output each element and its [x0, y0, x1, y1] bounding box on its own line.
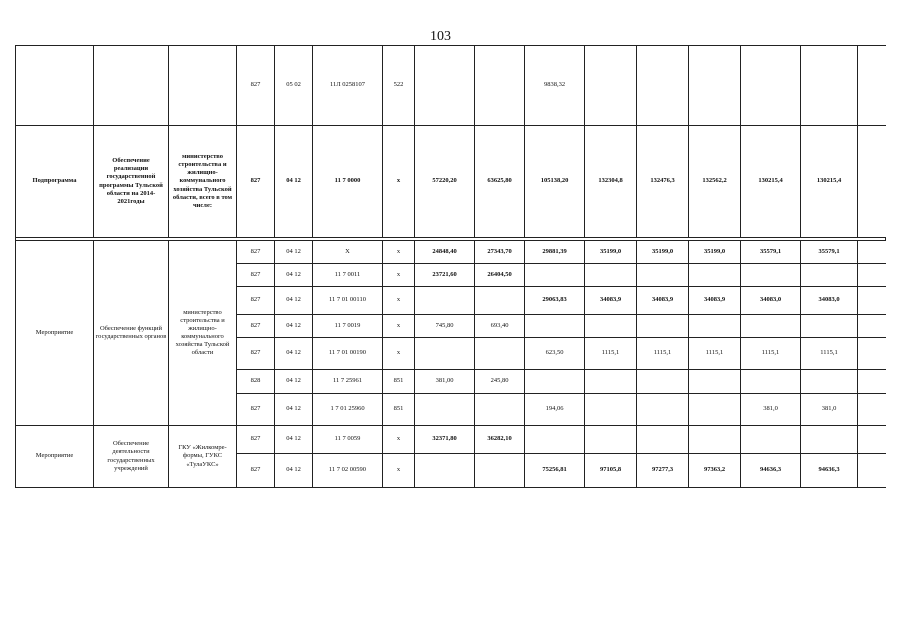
value-cell: 623,50 [525, 338, 585, 370]
value-cell [637, 315, 689, 338]
value-cell [637, 370, 689, 394]
grbs-cell: 827 [237, 394, 275, 426]
value-cell: 97363,2 [689, 454, 741, 488]
value-cell: 34083,9 [689, 287, 741, 315]
value-cell [585, 264, 637, 287]
rz-cell: 04 12 [275, 426, 313, 454]
value-cell: 34083,9 [585, 287, 637, 315]
csr-cell: 11 7 25961 [313, 370, 383, 394]
budget-table [15, 45, 886, 488]
csr-cell: 11 7 01 00110 [313, 287, 383, 315]
value-cell [689, 370, 741, 394]
table-row [16, 426, 886, 454]
value-cell [801, 46, 858, 126]
value-cell: 35579,1 [741, 241, 801, 264]
value-cell: 35199,0 [585, 241, 637, 264]
value-cell: 29063,83 [525, 287, 585, 315]
vr-cell: х [383, 454, 415, 488]
value-cell: 1115,1 [637, 338, 689, 370]
grbs-cell: 827 [237, 241, 275, 264]
value-cell [475, 454, 525, 488]
value-cell [525, 315, 585, 338]
value-cell [689, 264, 741, 287]
value-cell [585, 315, 637, 338]
rz-cell: 04 12 [275, 264, 313, 287]
value-cell: 1115,1 [689, 338, 741, 370]
value-cell: 63625,80 [475, 126, 525, 238]
value-cell: 32371,80 [415, 426, 475, 454]
value-cell [415, 454, 475, 488]
value-cell [525, 370, 585, 394]
vr-cell: х [383, 315, 415, 338]
value-cell: 26404,50 [475, 264, 525, 287]
value-cell: 1115,1 [801, 338, 858, 370]
page-number: 103 [430, 29, 451, 44]
value-cell [801, 264, 858, 287]
value-cell [858, 126, 886, 238]
value-cell: 35199,0 [637, 241, 689, 264]
csr-cell: 11 7 02 00590 [313, 454, 383, 488]
name-cell [94, 46, 169, 126]
value-cell: 132562,2 [689, 126, 741, 238]
value-cell [525, 264, 585, 287]
value-cell [637, 264, 689, 287]
csr-cell: 11 7 0019 [313, 315, 383, 338]
csr-cell: 11 7 01 00190 [313, 338, 383, 370]
value-cell: 97277,3 [637, 454, 689, 488]
value-cell: 34083,0 [741, 287, 801, 315]
value-cell: 24848,40 [415, 241, 475, 264]
value-cell [689, 394, 741, 426]
value-cell: 34083,9 [637, 287, 689, 315]
value-cell [858, 241, 886, 264]
value-cell [801, 370, 858, 394]
value-cell: 381,0 [801, 394, 858, 426]
value-cell: 97105,8 [585, 454, 637, 488]
value-cell: 132304,8 [585, 126, 637, 238]
rz-cell: 05 02 [275, 46, 313, 126]
rz-cell: 04 12 [275, 370, 313, 394]
value-cell [475, 338, 525, 370]
value-cell [858, 315, 886, 338]
rz-cell: 04 12 [275, 338, 313, 370]
value-cell: 75256,81 [525, 454, 585, 488]
value-cell [415, 46, 475, 126]
value-cell: 132476,3 [637, 126, 689, 238]
value-cell [741, 370, 801, 394]
value-cell [475, 287, 525, 315]
value-cell [689, 46, 741, 126]
grbs-cell: 827 [237, 287, 275, 315]
vr-cell: 851 [383, 370, 415, 394]
grbs-cell: 827 [237, 264, 275, 287]
value-cell [415, 394, 475, 426]
value-cell [858, 46, 886, 126]
value-cell [801, 426, 858, 454]
value-cell [858, 454, 886, 488]
value-cell [858, 426, 886, 454]
value-cell [858, 370, 886, 394]
status-cell [16, 46, 94, 126]
table-row-subprogram [16, 126, 886, 238]
value-cell: 381,00 [415, 370, 475, 394]
value-cell [801, 315, 858, 338]
vr-cell: х [383, 264, 415, 287]
csr-cell: 1 7 01 25960 [313, 394, 383, 426]
csr-cell: 11Л 0258107 [313, 46, 383, 126]
value-cell: 1115,1 [585, 338, 637, 370]
name-cell: Обеспечение функций государственных органов [94, 241, 169, 426]
grbs-cell: 828 [237, 370, 275, 394]
table-row [16, 46, 886, 126]
rz-cell: 04 12 [275, 287, 313, 315]
value-cell [585, 426, 637, 454]
executor-cell: ГКУ «Жилкомре-формы, ГУКС «ТулаУКС» [169, 426, 237, 488]
csr-cell: 11 7 0000 [313, 126, 383, 238]
value-cell [475, 46, 525, 126]
grbs-cell: 827 [237, 126, 275, 238]
rz-cell: 04 12 [275, 454, 313, 488]
value-cell [415, 338, 475, 370]
vr-cell: х [383, 241, 415, 264]
csr-cell: 11 7 0059 [313, 426, 383, 454]
vr-cell: 851 [383, 394, 415, 426]
value-cell [637, 46, 689, 126]
grbs-cell: 827 [237, 454, 275, 488]
vr-cell: х [383, 126, 415, 238]
status-cell: Подпрограмма [16, 126, 94, 238]
value-cell [475, 394, 525, 426]
value-cell: 29881,39 [525, 241, 585, 264]
value-cell: 35579,1 [801, 241, 858, 264]
value-cell [585, 394, 637, 426]
table-row [16, 241, 886, 264]
rz-cell: 04 12 [275, 241, 313, 264]
value-cell: 105138,20 [525, 126, 585, 238]
value-cell: 693,40 [475, 315, 525, 338]
grbs-cell: 827 [237, 426, 275, 454]
value-cell: 57220,20 [415, 126, 475, 238]
value-cell: 130215,4 [801, 126, 858, 238]
csr-cell: 11 7 0011 [313, 264, 383, 287]
grbs-cell: 827 [237, 338, 275, 370]
value-cell: 94636,3 [741, 454, 801, 488]
value-cell: 34083,0 [801, 287, 858, 315]
value-cell [637, 426, 689, 454]
value-cell [741, 426, 801, 454]
value-cell: 130215,4 [741, 126, 801, 238]
rz-cell: 04 12 [275, 394, 313, 426]
executor-cell: министерство строительства и жилищно-коммунального хозяйства Тульской области [169, 241, 237, 426]
vr-cell: х [383, 338, 415, 370]
value-cell [741, 264, 801, 287]
value-cell [415, 287, 475, 315]
value-cell: 245,80 [475, 370, 525, 394]
vr-cell: 522 [383, 46, 415, 126]
value-cell [858, 394, 886, 426]
executor-cell [169, 46, 237, 126]
value-cell [689, 426, 741, 454]
value-cell: 27343,70 [475, 241, 525, 264]
vr-cell: х [383, 287, 415, 315]
status-cell: Мероприятие [16, 426, 94, 488]
grbs-cell: 827 [237, 46, 275, 126]
value-cell: 36282,10 [475, 426, 525, 454]
value-cell [858, 338, 886, 370]
value-cell [637, 394, 689, 426]
value-cell [858, 264, 886, 287]
value-cell [858, 287, 886, 315]
value-cell [585, 46, 637, 126]
vr-cell: х [383, 426, 415, 454]
value-cell: 745,80 [415, 315, 475, 338]
value-cell [585, 370, 637, 394]
rz-cell: 04 12 [275, 315, 313, 338]
value-cell: 9838,32 [525, 46, 585, 126]
rz-cell: 04 12 [275, 126, 313, 238]
value-cell [525, 426, 585, 454]
executor-cell: министерство строительства и жилищно-коммунального хозяйства Тульской области, всего в том числе: [169, 126, 237, 238]
value-cell: 1115,1 [741, 338, 801, 370]
status-cell: Мероприятие [16, 241, 94, 426]
value-cell: 381,0 [741, 394, 801, 426]
value-cell [741, 315, 801, 338]
grbs-cell: 827 [237, 315, 275, 338]
value-cell: 194,06 [525, 394, 585, 426]
value-cell [689, 315, 741, 338]
name-cell: Обеспечение реализации государственной программы Тульской области на 2014-2021годы [94, 126, 169, 238]
name-cell: Обеспечение деятельности государственных учреждений [94, 426, 169, 488]
value-cell: 94636,3 [801, 454, 858, 488]
value-cell: 23721,60 [415, 264, 475, 287]
value-cell [741, 46, 801, 126]
csr-cell: Х [313, 241, 383, 264]
value-cell: 35199,0 [689, 241, 741, 264]
